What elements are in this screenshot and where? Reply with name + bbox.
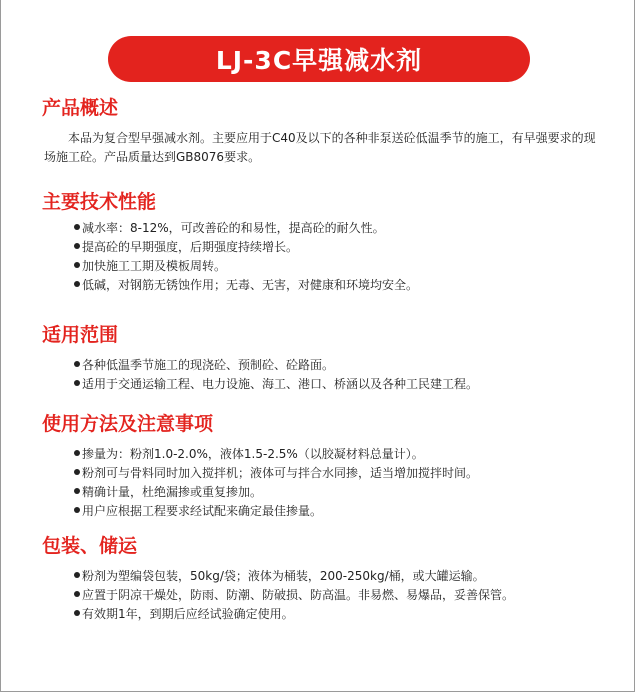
scope-list [74, 356, 478, 394]
list-item: 应置于阴凉干燥处，防雨、防潮、防破损、防高温。非易燃、易爆品，妥善保管。 [74, 586, 514, 605]
performance-list [74, 219, 418, 295]
overview-paragraph [44, 129, 604, 167]
bullet-icon [74, 610, 80, 616]
title-banner [108, 36, 530, 82]
bullet-icon [74, 224, 80, 230]
list-item: 减水率：8-12%，可改善砼的和易性，提高砼的耐久性。 [74, 219, 418, 238]
page-title: LJ-3C早强减水剂 [215, 46, 423, 75]
section-heading-scope: 适用范围 [42, 324, 119, 346]
list-item: 加快施工工期及模板周转。 [74, 257, 418, 276]
bullet-icon [74, 507, 80, 513]
bullet-icon [74, 469, 80, 475]
list-item: 低碱，对钢筋无锈蚀作用；无毒、无害，对健康和环境均安全。 [74, 276, 418, 295]
list-item: 粉剂为塑编袋包装，50kg/袋；液体为桶装，200-250kg/桶，或大罐运输。 [74, 567, 514, 586]
section-heading-overview: 产品概述 [42, 97, 119, 119]
packaging-list [74, 567, 514, 624]
bullet-icon [74, 380, 80, 386]
section-heading-usage: 使用方法及注意事项 [42, 413, 214, 435]
list-item: 掺量为：粉剂1.0-2.0%，液体1.5-2.5%（以胶凝材料总量计）。 [74, 445, 478, 464]
list-item: 有效期1年，到期后应经试验确定使用。 [74, 605, 514, 624]
list-item: 提高砼的早期强度，后期强度持续增长。 [74, 238, 418, 257]
list-item: 精确计量，杜绝漏掺或重复掺加。 [74, 483, 478, 502]
bullet-icon [74, 281, 80, 287]
bullet-icon [74, 243, 80, 249]
list-item: 适用于交通运输工程、电力设施、海工、港口、桥涵以及各种工民建工程。 [74, 375, 478, 394]
bullet-icon [74, 450, 80, 456]
bullet-icon [74, 591, 80, 597]
bullet-icon [74, 262, 80, 268]
list-item: 用户应根据工程要求经试配来确定最佳掺量。 [74, 502, 478, 521]
overview-text: 本品为复合型早强减水剂。主要应用于C40及以下的各种非泵送砼低温季节的施工，有早强要求的现场施工砼。产品质量达到GB8076要求。 [44, 131, 596, 164]
list-item: 粉剂可与骨料同时加入搅拌机；液体可与拌合水同掺，适当增加搅拌时间。 [74, 464, 478, 483]
bullet-icon [74, 361, 80, 367]
section-heading-performance: 主要技术性能 [42, 191, 157, 213]
bullet-icon [74, 488, 80, 494]
bullet-icon [74, 572, 80, 578]
usage-list [74, 445, 478, 521]
list-item: 各种低温季节施工的现浇砼、预制砼、砼路面。 [74, 356, 478, 375]
section-heading-packaging: 包装、储运 [42, 535, 138, 557]
